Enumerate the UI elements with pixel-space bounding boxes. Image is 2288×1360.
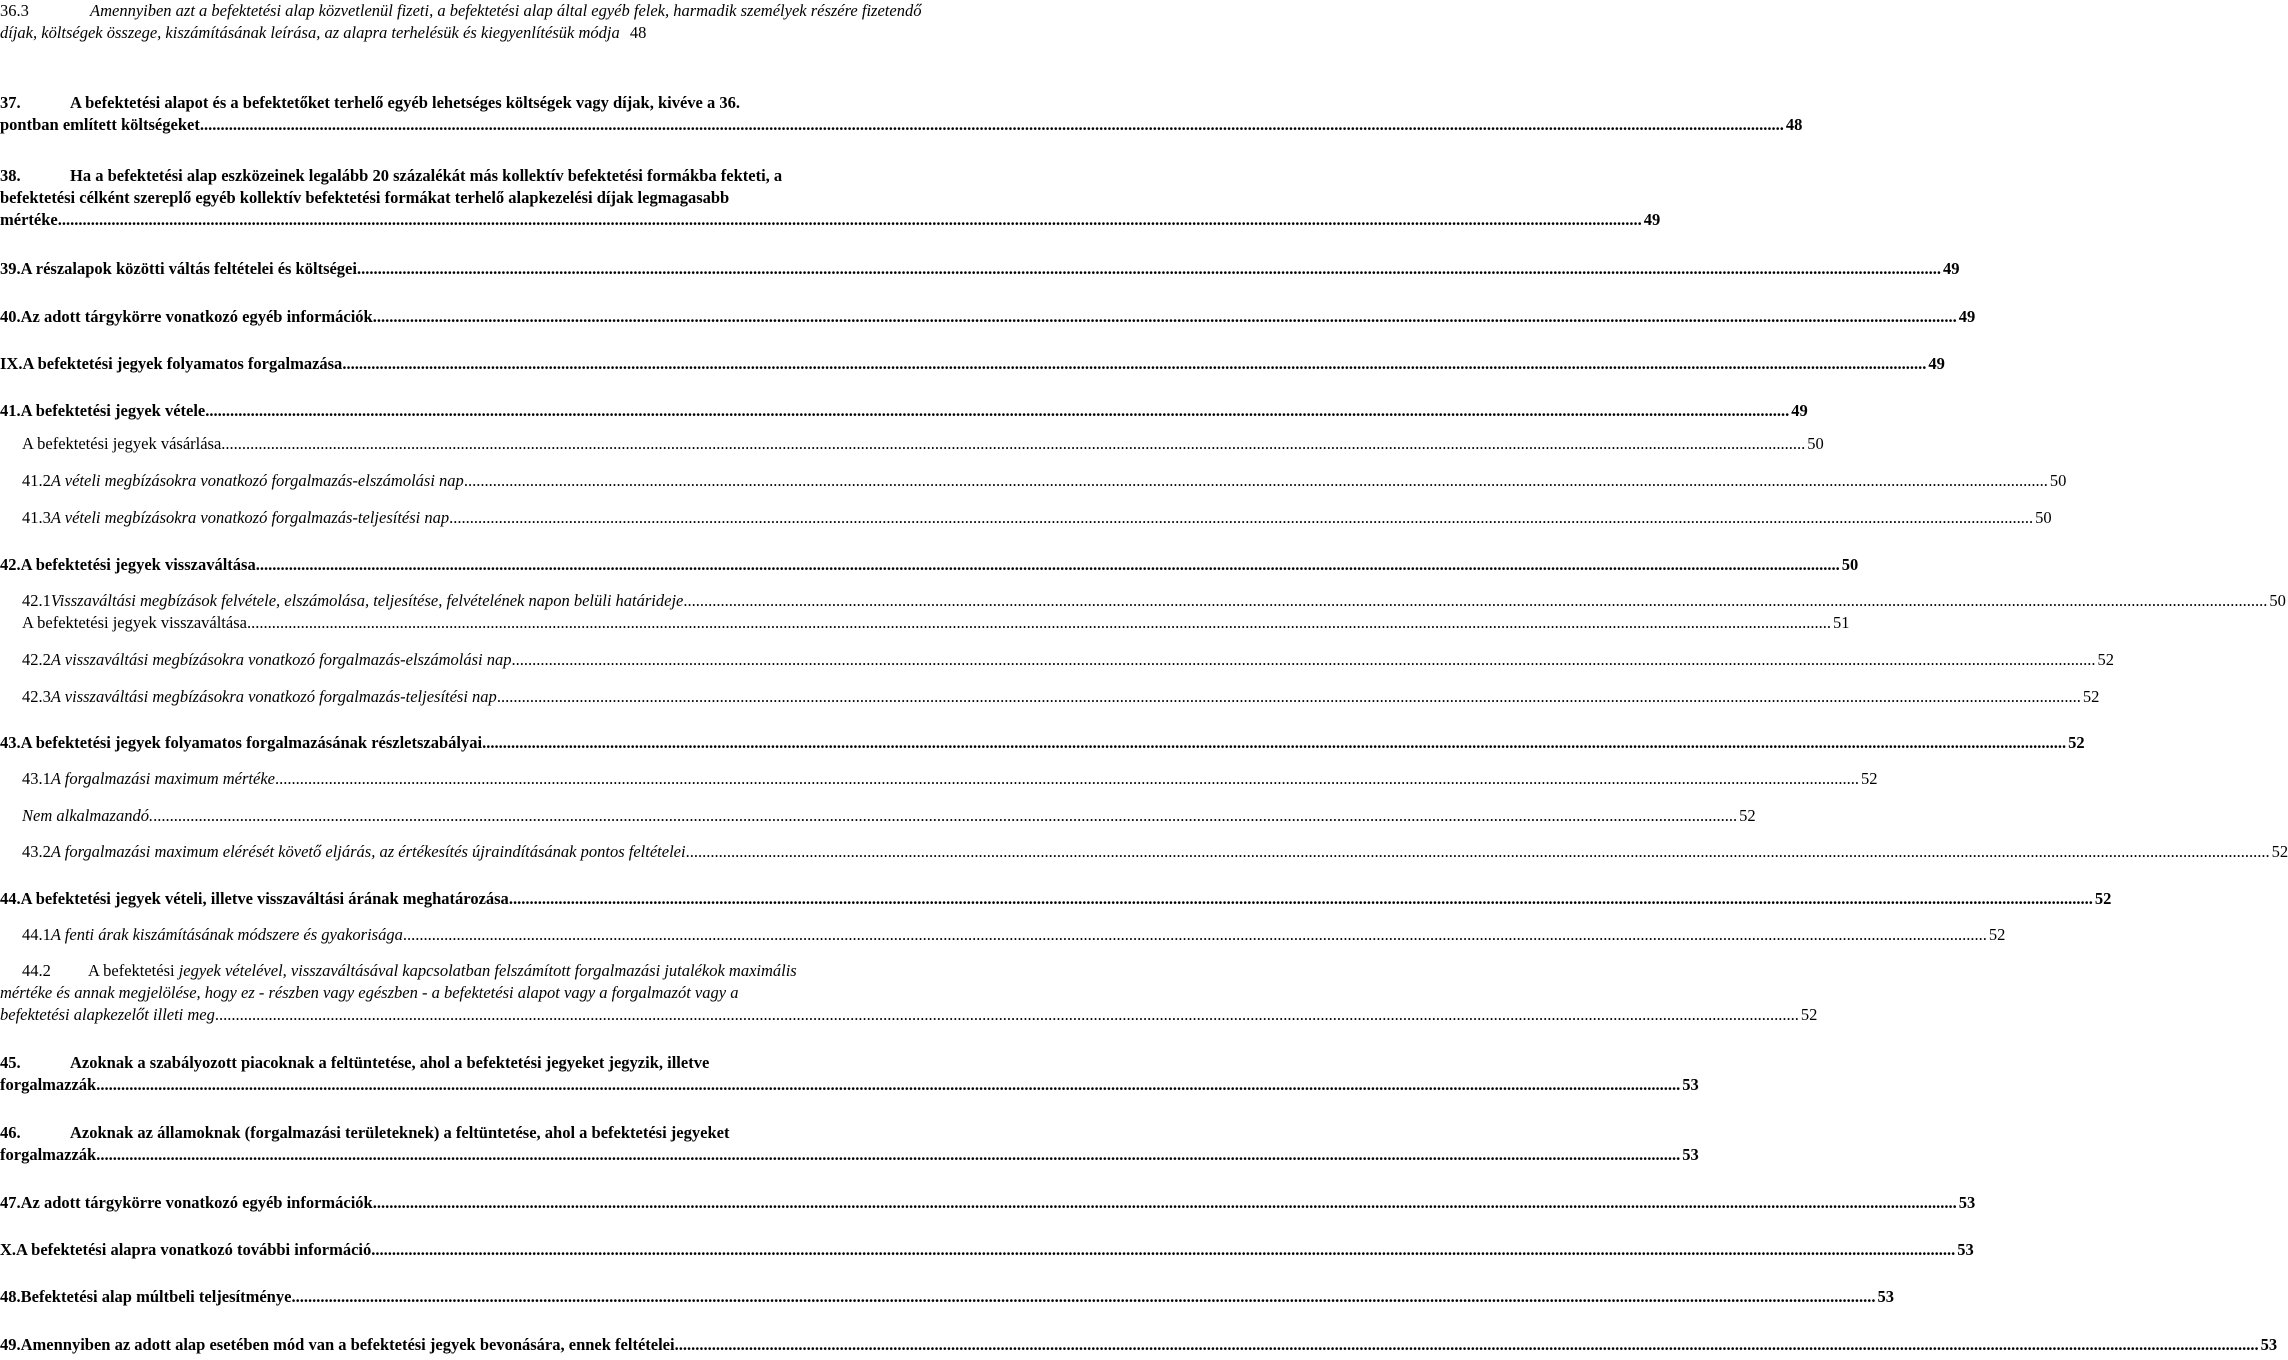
toc-number: 44.2 <box>22 961 51 980</box>
toc-number: 45. <box>0 1053 21 1072</box>
toc-page: 48 <box>1785 115 1803 134</box>
toc-number: 41.3 <box>22 508 51 527</box>
toc-entry-37[interactable] <box>0 92 1803 136</box>
toc-leader <box>373 306 1957 328</box>
toc-title: Az adott tárgykörre vonatkozó egyéb információk <box>20 307 373 326</box>
toc-leader <box>371 1239 1955 1261</box>
toc-entry-36-3[interactable] <box>0 0 960 44</box>
toc-title: Befektetési alap múltbeli teljesítménye <box>20 1287 292 1306</box>
toc-number: 42.1 <box>22 591 51 610</box>
toc-entry-38[interactable] <box>0 165 1661 231</box>
toc-number: 46. <box>0 1123 21 1142</box>
toc-leader <box>205 400 1789 422</box>
toc-leader <box>58 209 1642 231</box>
toc-entry-nem-alkalmazando[interactable] <box>0 805 1756 827</box>
toc-number: 47. <box>0 1193 21 1212</box>
toc-title: Visszaváltási megbízások felvétele, elszámolása, teljesítése, felvételének napon belüli határideje <box>50 591 684 610</box>
toc-title: Amennyiben azt a befektetési alap közvetlenül fizeti, a befektetési alap által egyéb felek, harmadik személyek részére fizetendő díjak, költségek összege, kiszámításának leírása, az alapra terhelésük és kiegyenlítésük módja <box>0 1 922 42</box>
toc-title-line3: mértéke <box>0 210 58 229</box>
toc-title-line2: mértéke és annak megjelölése, hogy ez - részben vagy egészben - a befektetési alapot vagy a forgalmazót vagy a <box>0 983 739 1002</box>
toc-entry-42-1[interactable] <box>0 590 2286 612</box>
toc-title-line2: pontban említett költségeket <box>0 115 200 134</box>
toc-number: IX. <box>0 354 23 373</box>
toc-number: 49. <box>0 1335 21 1354</box>
toc-entry-IX[interactable] <box>0 353 1945 375</box>
toc-entry-43-1[interactable] <box>0 768 1878 790</box>
toc-number: 43.2 <box>22 842 51 861</box>
toc-entry-48[interactable] <box>0 1286 1894 1308</box>
toc-leader <box>497 686 2081 708</box>
toc-leader <box>153 805 1737 827</box>
toc-leader <box>342 353 1926 375</box>
toc-leader <box>686 841 2270 863</box>
toc-page: 49 <box>1643 210 1661 229</box>
toc-entry-42-3[interactable] <box>0 686 2100 708</box>
toc-leader <box>291 1286 1875 1308</box>
toc-page: 48 <box>629 23 647 42</box>
toc-title: A befektetési alapra vonatkozó további információ <box>16 1240 372 1259</box>
toc-entry-44[interactable] <box>0 888 2112 910</box>
toc-title: Amennyiben az adott alap esetében mód van a befektetési jegyek bevonására, ennek feltételei <box>20 1335 675 1354</box>
toc-leader <box>357 258 1941 280</box>
toc-page: 50 <box>1841 555 1859 574</box>
toc-entry-44-1[interactable] <box>0 924 2006 946</box>
toc-entry-X[interactable] <box>0 1239 1974 1261</box>
toc-title: A részalapok közötti váltás feltételei és költségei <box>20 259 357 278</box>
toc-page: 52 <box>1739 806 1756 825</box>
toc-page: 53 <box>1958 1193 1976 1212</box>
toc-entry-44-2[interactable] <box>0 960 1818 1026</box>
toc-title-line1: Ha a befektetési alap eszközeinek legalább 20 százalékát más kollektív befektetési formákba fekteti, a <box>70 166 783 185</box>
toc-entry-43[interactable] <box>0 732 2085 754</box>
toc-number: 42. <box>0 555 21 574</box>
toc-number: 48. <box>0 1287 21 1306</box>
toc-number: 42.3 <box>22 687 51 706</box>
toc-number: 39. <box>0 259 21 278</box>
toc-leader <box>200 114 1784 136</box>
toc-title: A befektetési jegyek visszaváltása <box>20 555 256 574</box>
toc-title: A fenti árak kiszámításának módszere és gyakorisága <box>50 925 403 944</box>
toc-page: 50 <box>1807 434 1824 453</box>
toc-page: 51 <box>1832 613 1850 632</box>
toc-title: A befektetési jegyek vétele <box>20 401 206 420</box>
toc-page: 49 <box>1928 354 1945 373</box>
toc-title-line2: befektetési célként szereplő egyéb kollektív befektetési formákat terhelő alapkezelési díjak legmagasabb <box>0 188 730 207</box>
toc-entry-vasarlas[interactable] <box>0 433 1824 455</box>
toc-leader <box>221 433 1805 455</box>
toc-title-line1: Azoknak az államoknak (forgalmazási területeknek) a feltüntetése, ahol a befektetési jegyeket <box>70 1123 730 1142</box>
toc-page: 52 <box>2097 650 2114 669</box>
toc-leader <box>373 1192 1957 1214</box>
toc-title: A befektetési jegyek vásárlása <box>22 434 222 453</box>
toc-page: 49 <box>1942 259 1960 278</box>
toc-leader <box>403 924 1987 946</box>
toc-entry-49[interactable] <box>0 1334 2278 1356</box>
toc-entry-39[interactable] <box>0 258 1960 280</box>
toc-leader <box>482 732 2066 754</box>
toc-page: 50 <box>2035 508 2052 527</box>
toc-title: A visszaváltási megbízásokra vonatkozó forgalmazás-elszámolási nap <box>50 650 512 669</box>
toc-page: 53 <box>2260 1335 2278 1354</box>
toc-page: 53 <box>1682 1145 1699 1164</box>
toc-number: 40. <box>0 307 21 326</box>
toc-page: 49 <box>1791 401 1808 420</box>
toc-page: 52 <box>1800 1005 1818 1024</box>
toc-entry-41-2[interactable] <box>0 470 2067 492</box>
toc-number: 41. <box>0 401 21 420</box>
toc-title-lead: A befektetési <box>88 961 175 980</box>
toc-title: A befektetési jegyek vételi, illetve visszaváltási árának meghatározása <box>20 889 509 908</box>
toc-title: A befektetési jegyek visszaváltása <box>22 613 247 632</box>
toc-leader <box>675 1334 2259 1356</box>
toc-leader <box>275 768 1859 790</box>
toc-leader <box>464 470 2048 492</box>
toc-page: 52 <box>2271 842 2288 861</box>
toc-entry-46[interactable] <box>0 1122 1699 1166</box>
toc-leader <box>509 888 2093 910</box>
toc-number: 43.1 <box>22 769 51 788</box>
toc-leader <box>449 507 2033 529</box>
toc-page: 52 <box>1988 925 2006 944</box>
toc-title-line1: jegyek vételével, visszaváltásával kapcsolatban felszámított forgalmazási jutalékok maximális <box>178 961 797 980</box>
toc-number: 42.2 <box>22 650 51 669</box>
toc-entry-41-3[interactable] <box>0 507 2052 529</box>
toc-page: 52 <box>2068 733 2085 752</box>
toc-number: 38. <box>0 166 21 185</box>
toc-leader <box>256 554 1840 576</box>
toc-title-line3: befektetési alapkezelőt illeti meg <box>0 1005 215 1024</box>
toc-leader <box>512 649 2096 671</box>
toc-page: 50 <box>2049 471 2067 490</box>
toc-title-line1: Azoknak a szabályozott piacoknak a feltüntetése, ahol a befektetési jegyeket jegyzik, illetve <box>70 1053 710 1072</box>
toc-entry-43-2[interactable] <box>0 841 2288 863</box>
toc-entry-42[interactable] <box>0 554 1859 576</box>
toc-page: 52 <box>2094 889 2112 908</box>
toc-page: 52 <box>1860 769 1878 788</box>
toc-leader <box>96 1144 1680 1166</box>
toc-entry-47[interactable] <box>0 1192 1976 1214</box>
toc-title: A forgalmazási maximum mértéke <box>50 769 275 788</box>
toc-number: 37. <box>0 93 21 112</box>
toc-title: A vételi megbízásokra vonatkozó forgalmazás-teljesítési nap <box>50 508 450 527</box>
toc-entry-42-2[interactable] <box>0 649 2114 671</box>
toc-leader <box>215 1004 1799 1026</box>
toc-leader <box>247 612 1831 634</box>
toc-entry-41[interactable] <box>0 400 1808 422</box>
toc-number: 36.3 <box>0 1 29 20</box>
toc-title: A befektetési jegyek folyamatos forgalmazásának részletszabályai <box>20 733 483 752</box>
toc-page: 52 <box>2082 687 2100 706</box>
toc-leader <box>683 590 2267 612</box>
toc-number: 44.1 <box>22 925 51 944</box>
toc-entry-visszavaltas[interactable] <box>0 612 1850 634</box>
toc-title-line2: forgalmazzák <box>0 1075 97 1094</box>
toc-title-line2: forgalmazzák <box>0 1145 97 1164</box>
toc-page: 50 <box>2269 591 2286 610</box>
toc-leader <box>96 1074 1680 1096</box>
toc-title: A vételi megbízásokra vonatkozó forgalmazás-elszámolási nap <box>50 471 464 490</box>
toc-number: 44. <box>0 889 21 908</box>
toc-title: A forgalmazási maximum elérését követő eljárás, az értékesítés újraindításának pontos feltételei <box>50 842 686 861</box>
toc-title: A befektetési jegyek folyamatos forgalmazása <box>22 354 343 373</box>
toc-page: 53 <box>1682 1075 1699 1094</box>
toc-number: 43. <box>0 733 21 752</box>
toc-number: 41.2 <box>22 471 51 490</box>
toc-page: 53 <box>1957 1240 1974 1259</box>
toc-entry-40[interactable] <box>0 306 1976 328</box>
toc-title-line1: A befektetési alapot és a befektetőket terhelő egyéb lehetséges költségek vagy díjak, kivéve a 36. <box>70 93 740 112</box>
toc-entry-45[interactable] <box>0 1052 1699 1096</box>
toc-title: Nem alkalmazandó. <box>22 806 154 825</box>
toc-page: 49 <box>1958 307 1976 326</box>
toc-title: Az adott tárgykörre vonatkozó egyéb információk <box>20 1193 373 1212</box>
toc-page: 53 <box>1877 1287 1894 1306</box>
toc-title: A visszaváltási megbízásokra vonatkozó forgalmazás-teljesítési nap <box>50 687 497 706</box>
toc-number: X. <box>0 1240 17 1259</box>
